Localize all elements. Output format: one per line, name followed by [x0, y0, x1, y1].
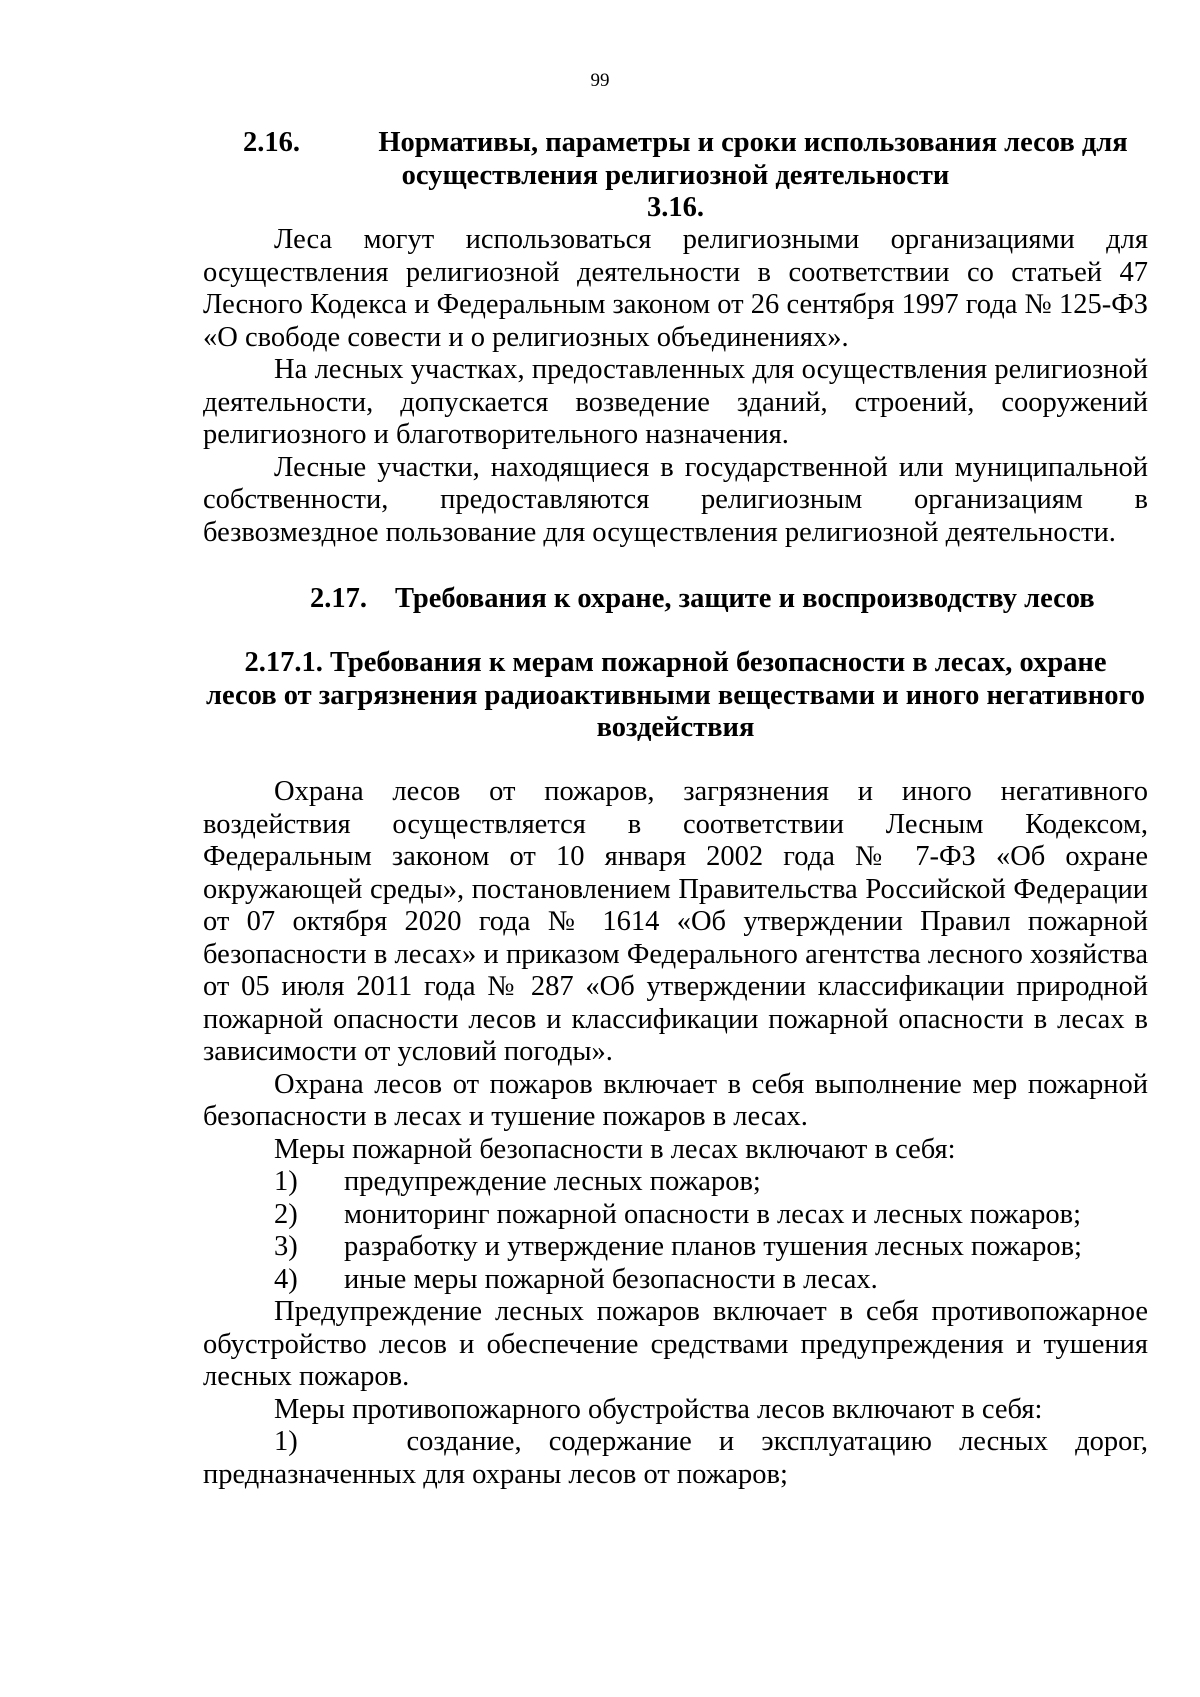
list-item: 1) предупреждение лесных пожаров; [274, 1166, 761, 1197]
list-item: 1) создание, содержание и эксплуатацию лесных дорог, предназначенных для охраны лесов от пожаров; [203, 1426, 1148, 1490]
section-title: Требования к охране, защите и воспроизводству лесов [395, 583, 1095, 614]
section-number: 2.17. [310, 583, 367, 614]
paragraph: Меры противопожарного обустройства лесов включают в себя: [274, 1393, 1043, 1425]
section-title-line: воздействия [596, 712, 755, 743]
paragraph: Предупреждение лесных пожаров включает в себя противопожарное обустройство лесов и обеспечение средствами предупреждения и тушения лесных пожаров. [203, 1296, 1148, 1392]
paragraph: Охрана лесов от пожаров, загрязнения и иного негативного воздействия осуществляется в соответствии Лесным Кодексом, Федеральным законом от 10 января 2002 года № 7-ФЗ «Об охране окружающей среды», постановлением Правительства Российской Федерации от 07 октября 2020 года № 1614 «Об утверждении Правил пожарной безопасности в лесах» и приказом Федерального агентства лесного хозяйства от 05 июля 2011 года № 287 «Об утверждении классификации природной пожарной опасности лесов и классификации пожарной опасности в лесах в зависимости от условий погоды». [203, 776, 1148, 1067]
section-number: 2.16. [243, 127, 300, 158]
list-item: 2) мониторинг пожарной опасности в лесах и лесных пожаров; [274, 1198, 1082, 1230]
section-title-line: Нормативы, параметры и сроки использования лесов для [378, 127, 1128, 158]
page-number: 99 [590, 70, 610, 91]
section-2-17-1-body [203, 776, 1148, 1491]
list-item: 3) разработку и утверждение планов тушения лесных пожаров; [274, 1231, 1082, 1262]
paragraph: Меры пожарной безопасности в лесах включают в себя: [274, 1133, 956, 1165]
section-2-16-body [203, 224, 1148, 549]
paragraph: Лесные участки, находящиеся в государственной или муниципальной собственности, предоставляются религиозным организациям в безвозмездное пользование для осуществления религиозной деятельности. [203, 451, 1148, 548]
paragraph: Леса могут использоваться религиозными организациями для осуществления религиозной деятельности в соответствии со статьей 47 Лесного Кодекса и Федеральным законом от 26 сентября 1997 года № 125-ФЗ «О свободе совести и о религиозных объединениях». [203, 224, 1148, 353]
section-2-17-1-heading [203, 647, 1148, 745]
section-title-line: лесов от загрязнения радиоактивными веществами и иного негативного [206, 679, 1145, 711]
paragraph: На лесных участках, предоставленных для осуществления религиозной деятельности, допускается возведение зданий, строений, сооружений религиозного и благотворительного назначения. [203, 354, 1148, 450]
list-item: 4) иные меры пожарной безопасности в лесах. [274, 1263, 878, 1295]
section-2-16-heading [203, 127, 1148, 225]
section-2-17-heading [310, 583, 1110, 616]
section-title-line: осуществления религиозной деятельности [401, 159, 950, 191]
section-title-line: 2.17.1. Требования к мерам пожарной безопасности в лесах, охране [244, 647, 1107, 678]
paragraph: Охрана лесов от пожаров включает в себя выполнение мер пожарной безопасности в лесах и тушение пожаров в лесах. [203, 1068, 1148, 1132]
section-subnumber: 3.16. [647, 192, 704, 223]
